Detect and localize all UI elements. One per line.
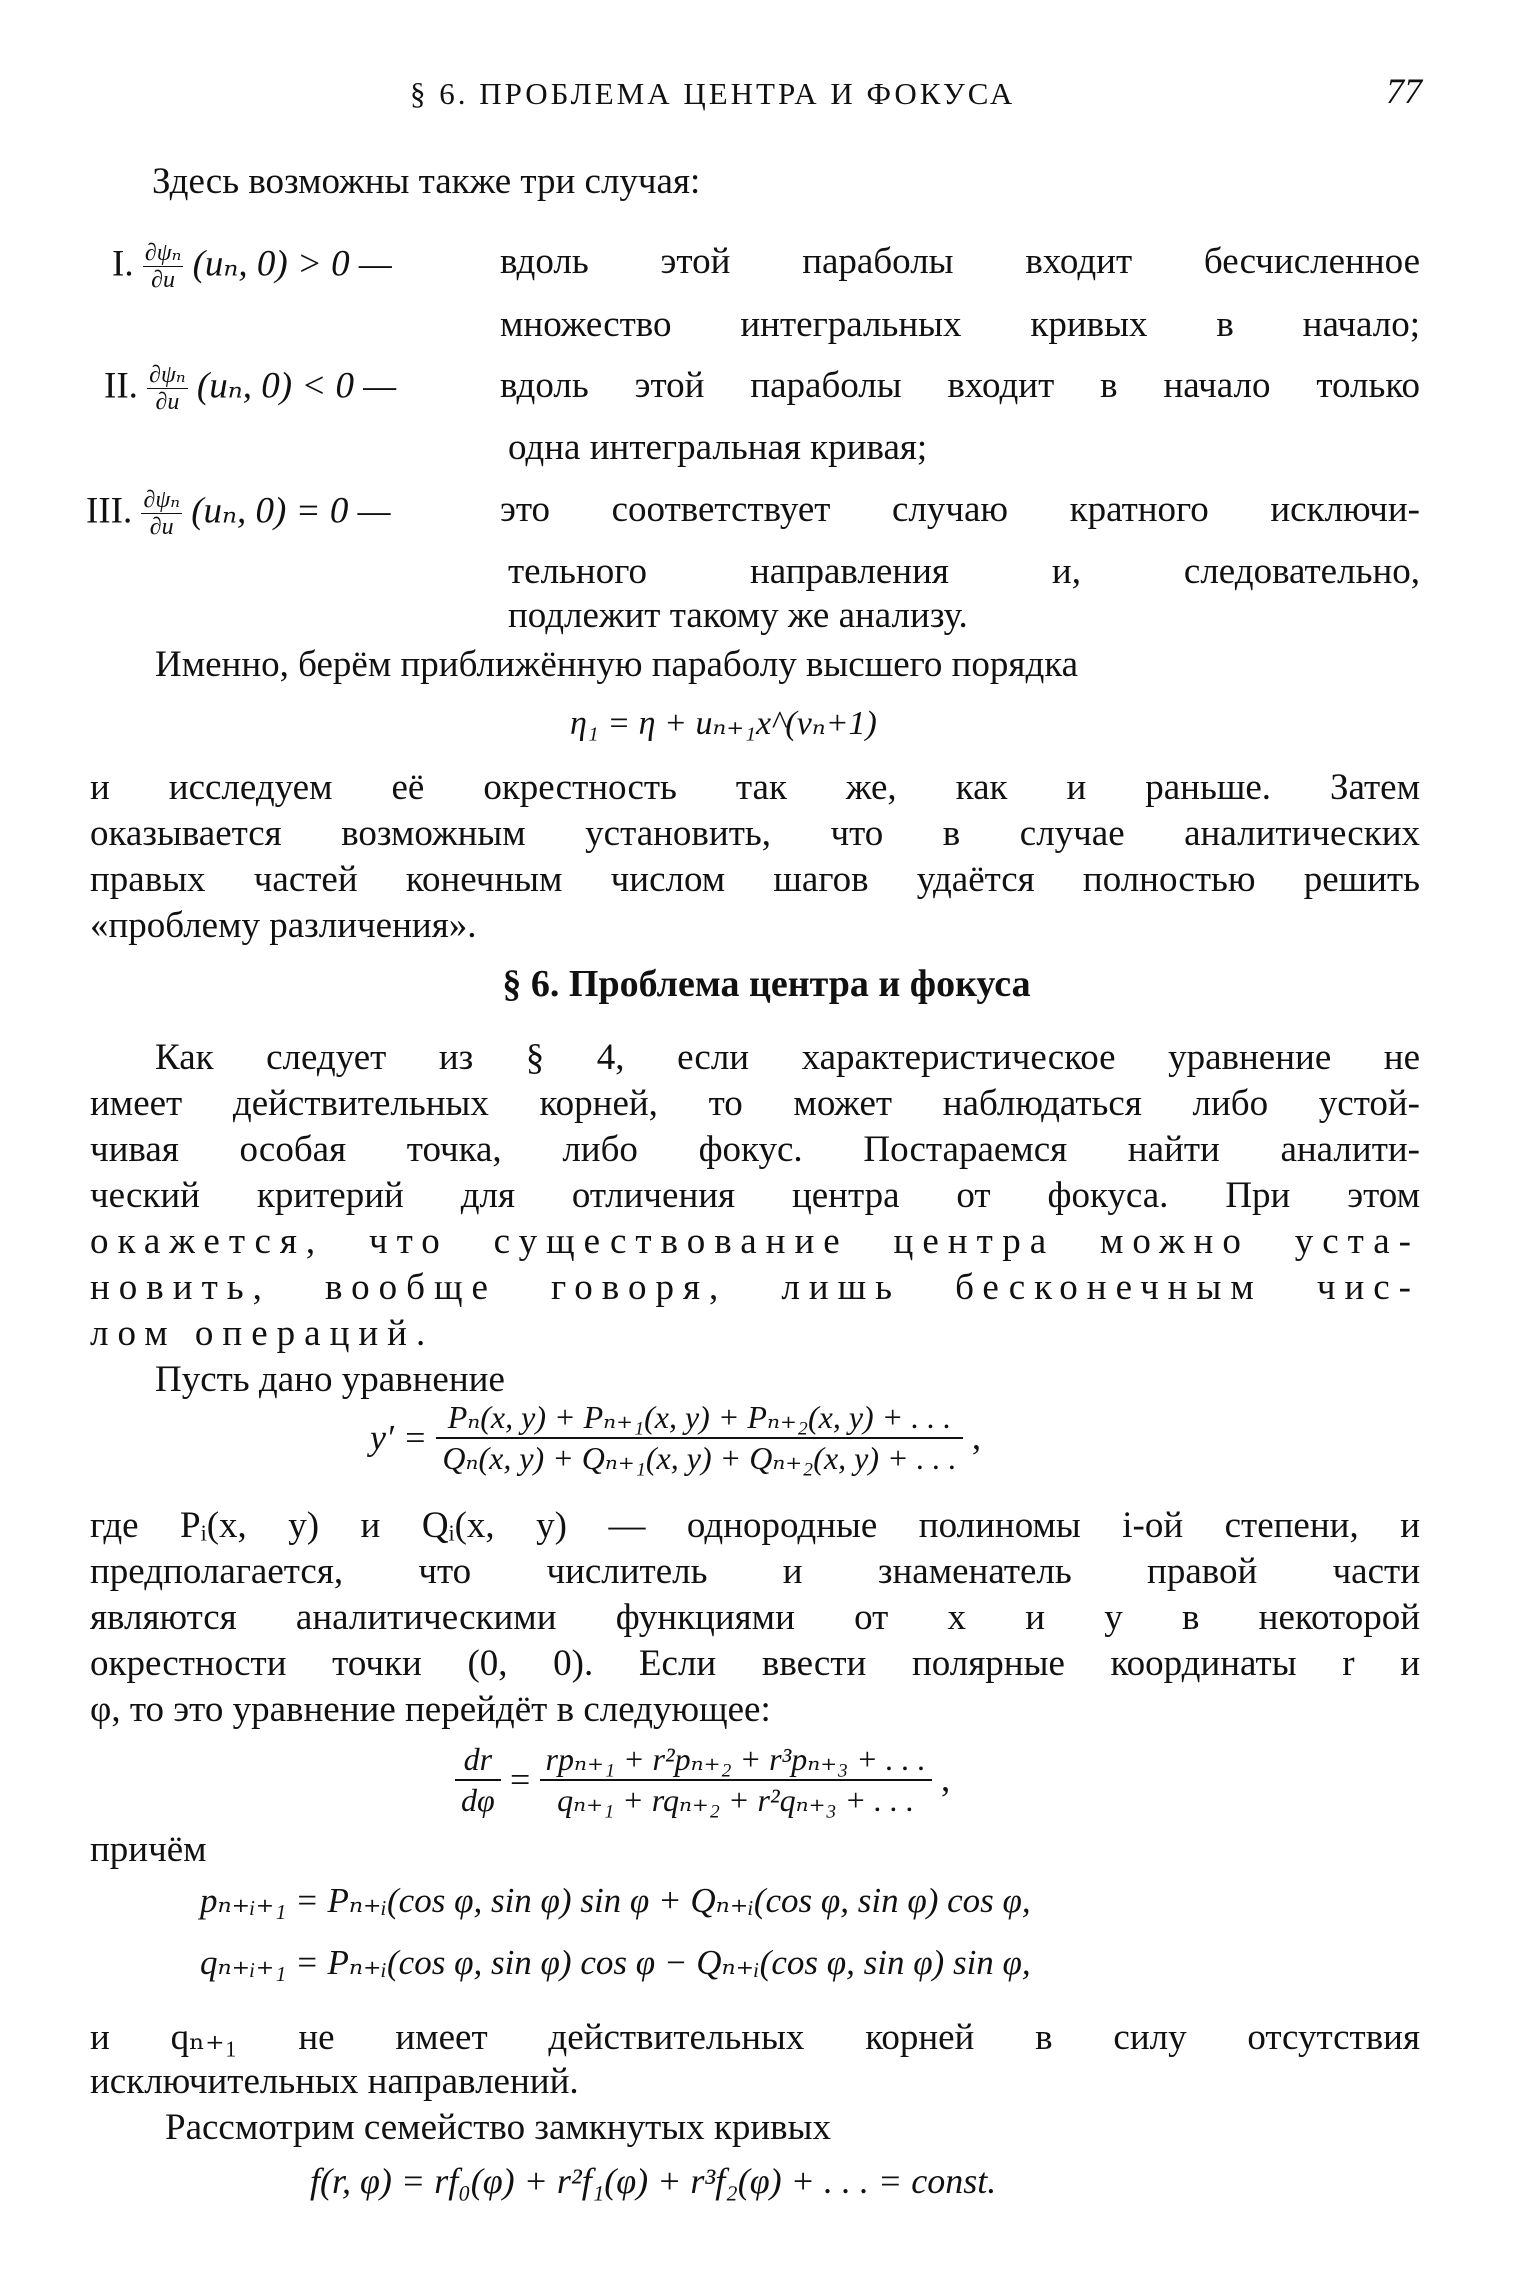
case-2-line-1: вдоль этой параболы входит в начало только (500, 365, 1420, 406)
case-2-lead (104, 362, 396, 416)
equation-family: f(r, φ) = rf₀(φ) + r²f₁(φ) + r³f₂(φ) + . . . = const. (310, 2161, 997, 2201)
equation-polar-lhs: $\frac{dr}{d\varphi}$ (455, 1742, 501, 1818)
equation-main (370, 1400, 981, 1476)
paragraph-4-line-2: предполагается, что числитель и знаменатель правой части (90, 1551, 1420, 1592)
paragraph-1-line-1: и исследуем её окрестность так же, как и раньше. Затем (90, 767, 1420, 808)
paragraph-1-line-2: оказывается возможным установить, что в случае аналитических (90, 813, 1420, 854)
paragraph-1-line-4: «проблему различения». (90, 905, 477, 946)
paragraph-3-intro: Пусть дано уравнение (155, 1359, 505, 1400)
paragraph-2-line-3: чивая особая точка, либо фокус. Постараемся найти аналити- (90, 1129, 1420, 1170)
case-1-line-2: множество интегральных кривых в начало; (500, 304, 1420, 345)
paragraph-5-word: причём (90, 1829, 207, 1870)
paragraph-2-line-4: ческий критерий для отличения центра от фокуса. При этом (90, 1175, 1420, 1216)
paragraph-7-intro: Рассмотрим семейство замкнутых кривых (165, 2107, 831, 2148)
paragraph-2-line-2: имеет действительных корней, то может наблюдаться либо устой- (90, 1083, 1420, 1124)
paragraph-2-line-5: окажется, что существование центра можно уста- (90, 1221, 1420, 1262)
paragraph-2-line-7: лом операций. (90, 1313, 435, 1354)
paragraph-2-line-6: новить, вообще говоря, лишь бесконечным чис- (90, 1267, 1420, 1308)
case-1-expr: (uₙ, 0) > 0 — (192, 243, 392, 285)
case-3-lead (86, 487, 390, 541)
equation-polar-fraction (540, 1742, 932, 1818)
equation-polar-denominator: qₙ₊₁ + rqₙ₊₂ + r²qₙ₊₃ + . . . (557, 1782, 915, 1819)
case-3-line-1: это соответствует случаю кратного исключи- (500, 489, 1420, 530)
equation-main-numerator: Pₙ(x, y) + Pₙ₊₁(x, y) + Pₙ₊₂(x, y) + . . . (436, 1400, 962, 1439)
equation-q: qₙ₊ᵢ₊₁ = Pₙ₊ᵢ(cos φ, sin φ) cos φ − Qₙ₊ᵢ(cos φ, sin φ) sin φ, (200, 1943, 1031, 1982)
case-3-derivative: $\frac{\text{∂ψₙ}}{\partial u}$ (143, 487, 180, 541)
case-2-numeral: II. (104, 365, 138, 407)
equation-polar-comma: , (941, 1758, 951, 1800)
case-2-derivative: $\frac{\text{∂ψₙ}}{\partial u}$ (149, 362, 186, 416)
case-1-derivative: $\frac{\text{∂ψₙ}}{\partial u}$ (144, 240, 182, 294)
case-1-line-1: вдоль этой параболы входит бесчисленное (500, 241, 1420, 282)
case-1-lead (112, 240, 392, 294)
case-3-expr: (uₙ, 0) = 0 — (191, 490, 391, 532)
page-number: 77 (1386, 71, 1422, 111)
equation-main-fraction (436, 1400, 962, 1476)
running-header-title: § 6. ПРОБЛЕМА ЦЕНТРА И ФОКУСА (410, 76, 1016, 111)
paragraph-1-first-line: Именно, берём приближённую параболу высшего порядка (155, 644, 1079, 685)
paragraph-6-line-2: исключительных направлений. (90, 2061, 579, 2102)
equation-parabola: η₁ = η + uₙ₊₁x^(νₙ+1) (570, 705, 877, 742)
case-3-numeral: III. (86, 490, 133, 532)
equation-p: pₙ₊ᵢ₊₁ = Pₙ₊ᵢ(cos φ, sin φ) sin φ + Qₙ₊ᵢ(cos φ, sin φ) cos φ, (200, 1881, 1031, 1920)
case-3-line-3: подлежит такому же анализу. (508, 595, 968, 636)
paragraph-2-line-1: Как следует из § 4, если характеристическое уравнение не (155, 1037, 1420, 1078)
section-heading: § 6. Проблема центра и фокуса (502, 963, 1031, 1005)
equation-main-comma: , (971, 1416, 982, 1458)
case-1-numeral: I. (112, 243, 134, 285)
paragraph-4-line-4: окрестности точки (0, 0). Если ввести полярные координаты r и (90, 1643, 1420, 1684)
equation-main-denominator: Qₙ(x, y) + Qₙ₊₁(x, y) + Qₙ₊₂(x, y) + . . . (442, 1440, 957, 1477)
equation-main-lhs: y′ = (370, 1417, 428, 1458)
equation-polar: $\frac{dr}{d\varphi}$ = rpₙ₊₁ + r²pₙ₊₂ + r³pₙ₊₃ + . . . qₙ₊₁ + rqₙ₊₂ + r²qₙ₊₃ + . . . , (455, 1742, 950, 1818)
paragraph-1-line-3: правых частей конечным числом шагов удаётся полностью решить (90, 859, 1420, 900)
case-2-line-2: одна интегральная кривая; (508, 427, 928, 468)
paragraph-4-line-1: где Pᵢ(x, y) и Qᵢ(x, y) — однородные полиномы i-ой степени, и (90, 1505, 1420, 1546)
paragraph-4-line-5: φ, то это уравнение перейдёт в следующее: (90, 1689, 771, 1730)
equation-polar-numerator: rpₙ₊₁ + r²pₙ₊₂ + r³pₙ₊₃ + . . . (540, 1742, 932, 1781)
paragraph-4-line-3: являются аналитическими функциями от x и y в некоторой (90, 1597, 1420, 1638)
paragraph-6-line-1: и qₙ₊₁ не имеет действительных корней в силу отсутствия (90, 2017, 1420, 2058)
case-2-expr: (uₙ, 0) < 0 — (196, 365, 397, 407)
case-3-line-2: тельного направления и, следовательно, (508, 551, 1420, 592)
intro-text: Здесь возможны также три случая: (152, 161, 701, 202)
